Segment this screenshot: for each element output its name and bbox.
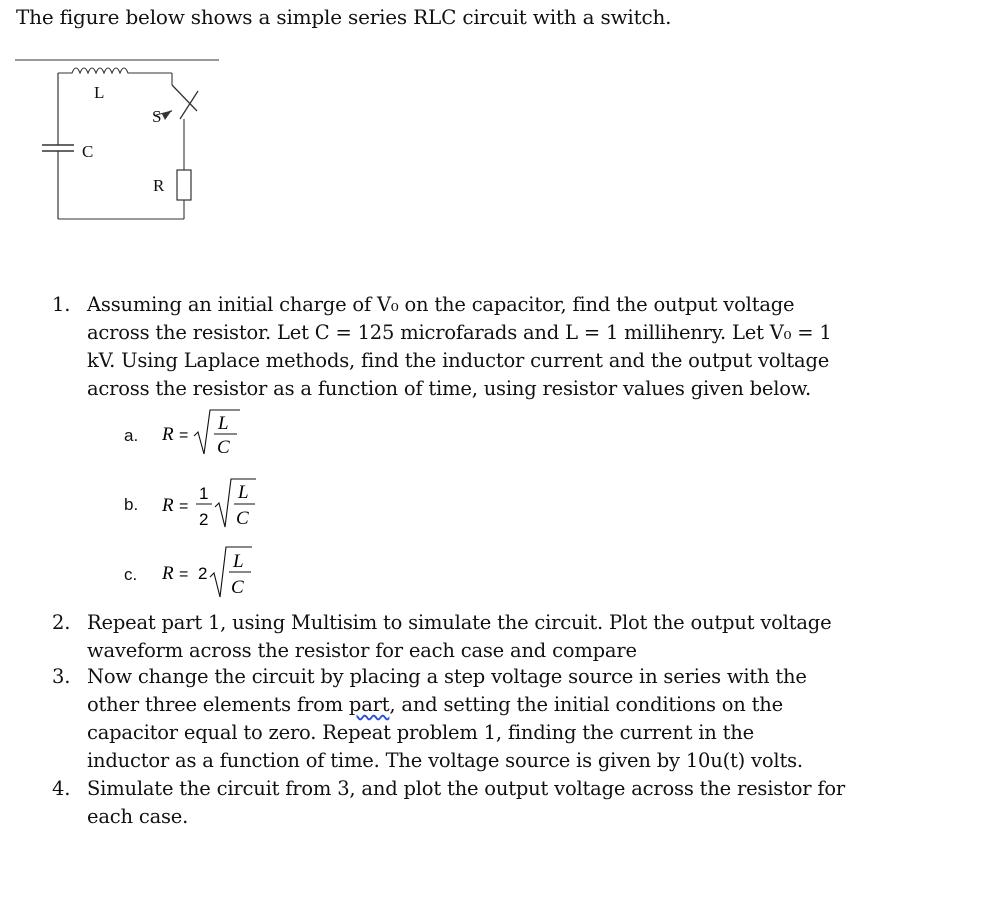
formula-eq: = <box>179 498 189 515</box>
subpart-letter: b. <box>124 495 139 514</box>
question-number: 3. <box>52 665 71 688</box>
question-line: Assuming an initial charge of V₀ on the capacitor, find the output voltage <box>87 293 795 316</box>
formula-c <box>160 541 300 603</box>
question-line: across the resistor as a function of time, using resistor values given below. <box>87 377 811 400</box>
rlc-circuit-diagram <box>12 45 227 230</box>
label-C: C <box>82 142 94 161</box>
question-line: Now change the circuit by placing a step voltage source in series with the <box>87 665 807 688</box>
coef-den: 2 <box>199 510 209 529</box>
formula-den: C <box>231 577 244 598</box>
question-line: capacitor equal to zero. Repeat problem 1, finding the current in the <box>87 721 754 744</box>
question-line: Simulate the circuit from 3, and plot the output voltage across the resistor for <box>87 777 846 800</box>
formula-coef: 2 <box>198 564 208 583</box>
inductor-coil <box>58 68 136 73</box>
question-number: 2. <box>52 611 71 634</box>
question-line: across the resistor. Let C = 125 microfarads and L = 1 millihenry. Let V₀ = 1 <box>87 321 832 344</box>
subpart-c <box>0 541 400 597</box>
question-line: each case. <box>87 805 189 828</box>
question-line: kV. Using Laplace methods, find the inductor current and the output voltage <box>87 349 830 372</box>
label-R: R <box>153 176 165 195</box>
formula-num: L <box>233 551 244 572</box>
question-number: 1. <box>52 293 71 316</box>
question-line: waveform across the resistor for each case and compare <box>87 639 637 662</box>
subpart-a <box>0 402 400 458</box>
label-L: L <box>94 83 105 102</box>
question-line: other three elements from part, and setting the initial conditions on the <box>87 693 783 716</box>
formula-R: R <box>162 563 174 584</box>
label-S: S <box>152 107 162 126</box>
question-line: Repeat part 1, using Multisim to simulate the circuit. Plot the output voltage <box>87 611 832 634</box>
formula-num: L <box>218 413 229 434</box>
formula-R: R <box>162 424 174 445</box>
formula-eq: = <box>179 427 189 444</box>
formula-a <box>160 402 300 462</box>
subpart-letter: c. <box>124 565 138 584</box>
subpart-b <box>0 473 400 529</box>
spellcheck-underline-word: part <box>348 693 390 716</box>
intro-text: The figure below shows a simple series RLC circuit with a switch. <box>16 5 672 29</box>
formula-num: L <box>238 482 249 503</box>
formula-R: R <box>162 495 174 516</box>
formula-den: C <box>236 508 249 529</box>
question-line: inductor as a function of time. The voltage source is given by 10u(t) volts. <box>87 749 803 772</box>
resistor <box>177 170 191 200</box>
formula-b <box>160 473 300 535</box>
coef-num: 1 <box>199 484 209 503</box>
formula-eq: = <box>179 566 189 583</box>
formula-den: C <box>217 437 230 458</box>
question-number: 4. <box>52 777 71 800</box>
subpart-letter: a. <box>124 426 139 445</box>
